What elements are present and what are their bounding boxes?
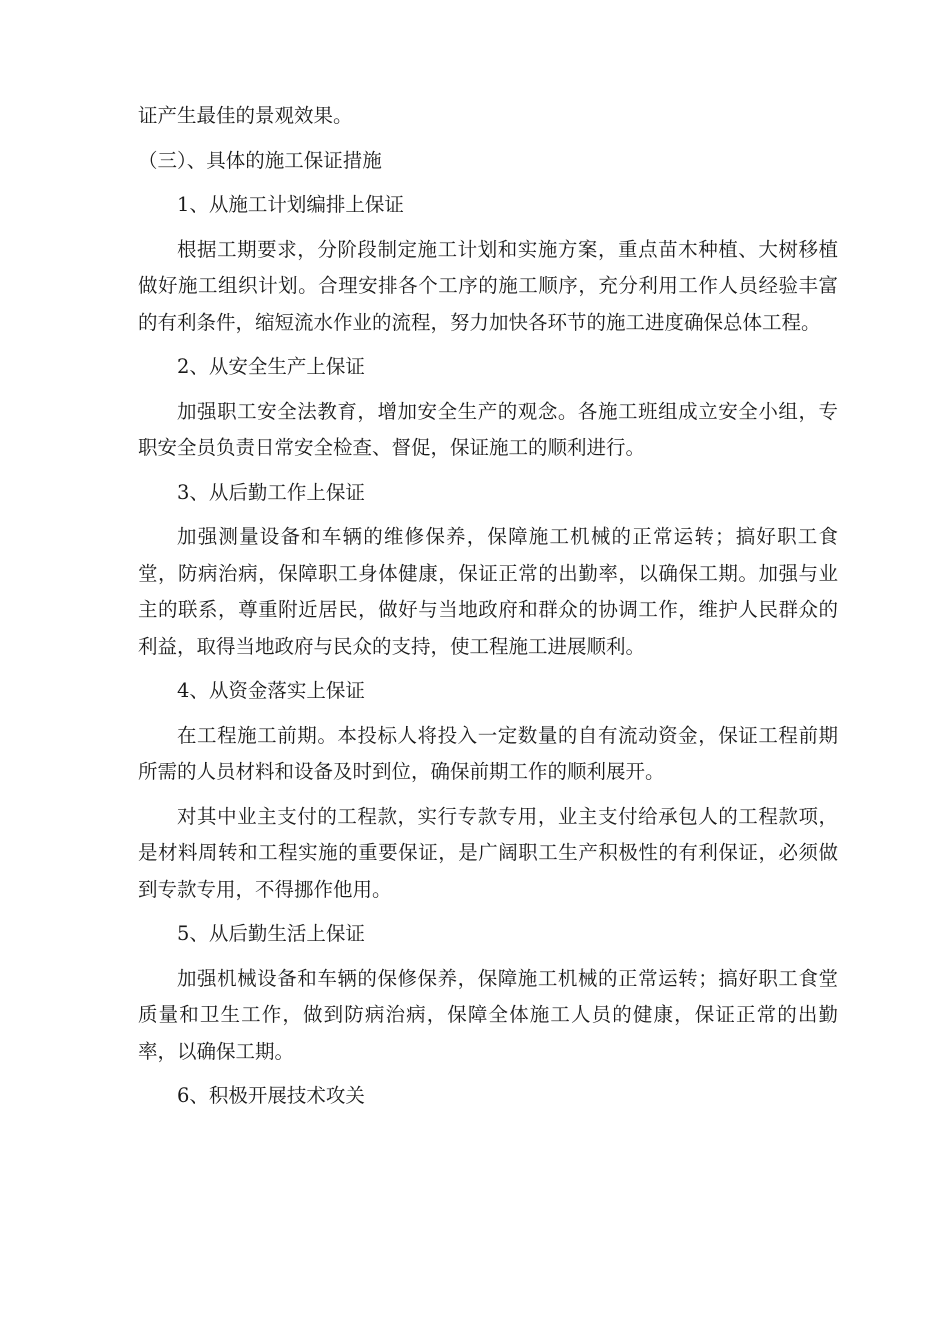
subheading-technical: 6、积极开展技术攻关 — [177, 1084, 365, 1107]
paragraph-logistics: 加强测量设备和车辆的维修保养，保障施工机械的正常运转；搞好职工食堂，防病治病，保障职工身体健康，保证正常的出勤率，以确保工期。加强与业主的联系，尊重附近居民，做好与当地政府和群众的协调工作，维护人民群众的利益，取得当地政府与民众的支持，使工程施工进展顺利。 — [138, 525, 838, 658]
paragraph-living: 加强机械设备和车辆的保修保养，保障施工机械的正常运转；搞好职工食堂质量和卫生工作，做到防病治病，保障全体施工人员的健康，保证正常的出勤率，以确保工期。 — [138, 966, 838, 1063]
subheading-funding: 4、从资金落实上保证 — [177, 679, 365, 702]
paragraph-funding-1: 在工程施工前期。本投标人将投入一定数量的自有流动资金，保证工程前期所需的人员材料和设备及时到位，确保前期工作的顺利展开。 — [138, 723, 838, 783]
paragraph-schedule: 根据工期要求，分阶段制定施工计划和实施方案，重点苗木种植、大树移植做好施工组织计划。合理安排各个工序的施工顺序，充分利用工作人员经验丰富的有利条件，缩短流水作业的流程，努力加快各环节的施工进度确保总体工程。 — [138, 237, 838, 334]
paragraph-safety: 加强职工安全法教育，增加安全生产的观念。各施工班组成立安全小组，专职安全员负责日常安全检查、督促，保证施工的顺利进行。 — [138, 399, 838, 459]
section-heading: （三）、具体的施工保证措施 — [138, 148, 382, 172]
document-body — [138, 98, 838, 1123]
subheading-logistics: 3、从后勤工作上保证 — [177, 480, 365, 504]
paragraph-funding-2: 对其中业主支付的工程款，实行专款专用，业主支付给承包人的工程款项，是材料周转和工程实施的重要保证，是广阔职工生产积极性的有利保证，必须做到专款专用，不得挪作他用。 — [138, 804, 838, 901]
subheading-safety: 2、从安全生产上保证 — [177, 355, 365, 378]
subheading-living: 5、从后勤生活上保证 — [177, 922, 365, 945]
paragraph-continuation: 证产生最佳的景观效果。 — [138, 104, 353, 127]
subheading-schedule: 1、从施工计划编排上保证 — [177, 193, 404, 216]
